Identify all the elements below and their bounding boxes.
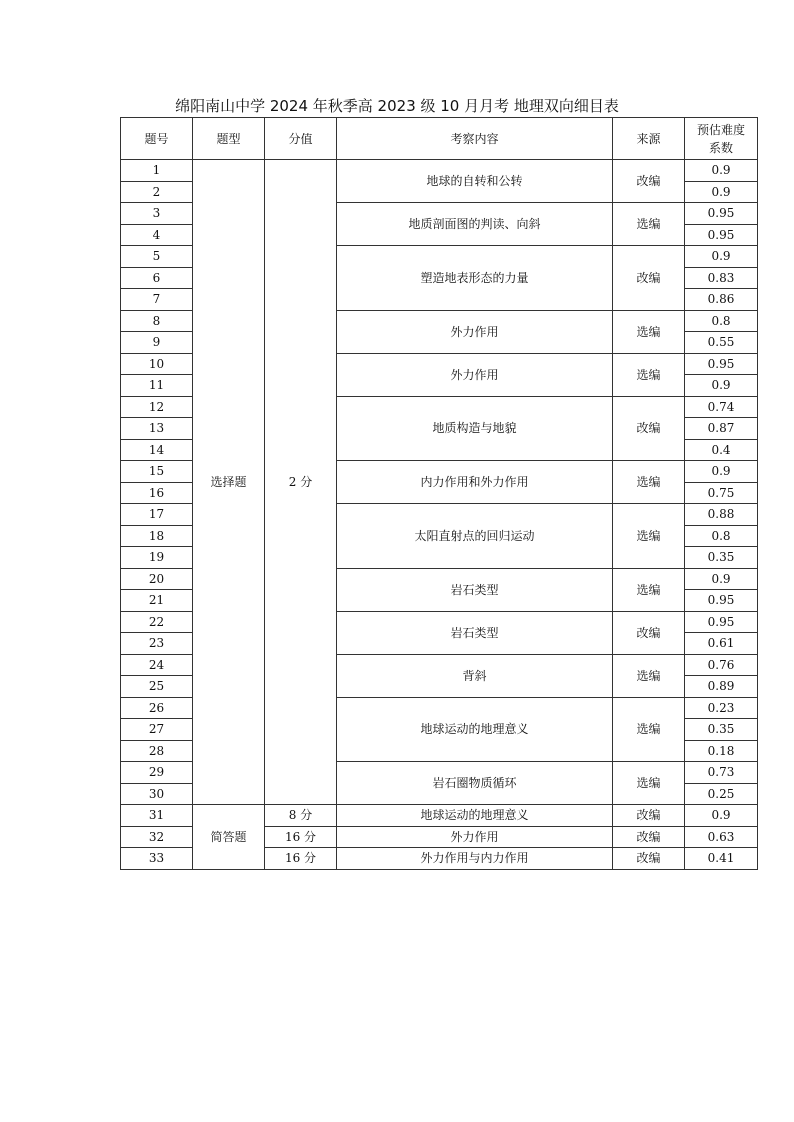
difficulty-value: 0.89 xyxy=(685,676,758,698)
difficulty-value: 0.35 xyxy=(685,547,758,569)
topic-content: 岩石圈物质循环 xyxy=(337,762,613,805)
topic-source: 改编 xyxy=(613,826,685,848)
question-number: 14 xyxy=(121,439,193,461)
question-number: 10 xyxy=(121,353,193,375)
question-number: 2 xyxy=(121,181,193,203)
difficulty-value: 0.9 xyxy=(685,181,758,203)
difficulty-value: 0.87 xyxy=(685,418,758,440)
question-number: 24 xyxy=(121,654,193,676)
topic-content: 内力作用和外力作用 xyxy=(337,461,613,504)
question-number: 21 xyxy=(121,590,193,612)
question-number: 25 xyxy=(121,676,193,698)
question-number: 12 xyxy=(121,396,193,418)
difficulty-value: 0.25 xyxy=(685,783,758,805)
difficulty-value: 0.95 xyxy=(685,590,758,612)
difficulty-value: 0.4 xyxy=(685,439,758,461)
header-source: 来源 xyxy=(613,118,685,160)
difficulty-value: 0.18 xyxy=(685,740,758,762)
header-difficulty: 预估难度系数 xyxy=(685,118,758,160)
question-number: 8 xyxy=(121,310,193,332)
difficulty-value: 0.8 xyxy=(685,525,758,547)
question-number: 26 xyxy=(121,697,193,719)
question-number: 9 xyxy=(121,332,193,354)
topic-source: 选编 xyxy=(613,461,685,504)
question-number: 11 xyxy=(121,375,193,397)
table-row xyxy=(121,805,758,827)
header-number: 题号 xyxy=(121,118,193,160)
difficulty-value: 0.63 xyxy=(685,826,758,848)
question-number: 20 xyxy=(121,568,193,590)
difficulty-value: 0.35 xyxy=(685,719,758,741)
difficulty-value: 0.88 xyxy=(685,504,758,526)
question-number: 32 xyxy=(121,826,193,848)
topic-source: 选编 xyxy=(613,762,685,805)
header-content: 考察内容 xyxy=(337,118,613,160)
table-header-row xyxy=(121,118,758,160)
difficulty-value: 0.9 xyxy=(685,805,758,827)
topic-source: 选编 xyxy=(613,568,685,611)
question-type: 简答题 xyxy=(193,805,265,870)
topic-content: 地质构造与地貌 xyxy=(337,396,613,461)
difficulty-value: 0.9 xyxy=(685,461,758,483)
document-title: 绵阳南山中学 2024 年秋季高 2023 级 10 月月考 地理双向细目表 xyxy=(175,97,619,115)
question-number: 7 xyxy=(121,289,193,311)
difficulty-value: 0.95 xyxy=(685,203,758,225)
question-number: 15 xyxy=(121,461,193,483)
topic-source: 选编 xyxy=(613,654,685,697)
topic-content: 太阳直射点的回归运动 xyxy=(337,504,613,569)
difficulty-value: 0.9 xyxy=(685,568,758,590)
question-number: 30 xyxy=(121,783,193,805)
topic-source: 改编 xyxy=(613,611,685,654)
difficulty-value: 0.9 xyxy=(685,246,758,268)
question-number: 28 xyxy=(121,740,193,762)
topic-content: 岩石类型 xyxy=(337,611,613,654)
score-value: 2 分 xyxy=(265,160,337,805)
question-number: 1 xyxy=(121,160,193,182)
difficulty-value: 0.75 xyxy=(685,482,758,504)
question-number: 31 xyxy=(121,805,193,827)
question-number: 18 xyxy=(121,525,193,547)
score-value: 16 分 xyxy=(265,848,337,870)
difficulty-value: 0.41 xyxy=(685,848,758,870)
difficulty-value: 0.73 xyxy=(685,762,758,784)
topic-source: 选编 xyxy=(613,310,685,353)
difficulty-value: 0.83 xyxy=(685,267,758,289)
topic-source: 改编 xyxy=(613,805,685,827)
question-number: 4 xyxy=(121,224,193,246)
topic-source: 选编 xyxy=(613,504,685,569)
topic-content: 地球运动的地理意义 xyxy=(337,697,613,762)
score-value: 16 分 xyxy=(265,826,337,848)
table-row xyxy=(121,160,758,182)
topic-source: 改编 xyxy=(613,848,685,870)
topic-source: 改编 xyxy=(613,396,685,461)
topic-content: 岩石类型 xyxy=(337,568,613,611)
header-type: 题型 xyxy=(193,118,265,160)
difficulty-value: 0.9 xyxy=(685,375,758,397)
topic-content: 塑造地表形态的力量 xyxy=(337,246,613,311)
difficulty-value: 0.9 xyxy=(685,160,758,182)
difficulty-value: 0.55 xyxy=(685,332,758,354)
topic-source: 选编 xyxy=(613,203,685,246)
question-number: 23 xyxy=(121,633,193,655)
question-number: 22 xyxy=(121,611,193,633)
specification-table xyxy=(120,117,758,870)
question-number: 16 xyxy=(121,482,193,504)
question-number: 5 xyxy=(121,246,193,268)
topic-source: 改编 xyxy=(613,246,685,311)
score-value: 8 分 xyxy=(265,805,337,827)
question-number: 27 xyxy=(121,719,193,741)
topic-source: 选编 xyxy=(613,697,685,762)
difficulty-value: 0.76 xyxy=(685,654,758,676)
difficulty-value: 0.95 xyxy=(685,611,758,633)
topic-content: 背斜 xyxy=(337,654,613,697)
question-number: 17 xyxy=(121,504,193,526)
difficulty-value: 0.8 xyxy=(685,310,758,332)
topic-content: 外力作用 xyxy=(337,310,613,353)
question-number: 29 xyxy=(121,762,193,784)
difficulty-value: 0.95 xyxy=(685,224,758,246)
question-number: 13 xyxy=(121,418,193,440)
difficulty-value: 0.61 xyxy=(685,633,758,655)
table-body xyxy=(121,160,758,870)
topic-source: 选编 xyxy=(613,353,685,396)
topic-content: 外力作用 xyxy=(337,826,613,848)
question-number: 19 xyxy=(121,547,193,569)
question-type: 选择题 xyxy=(193,160,265,805)
topic-content: 外力作用与内力作用 xyxy=(337,848,613,870)
difficulty-value: 0.86 xyxy=(685,289,758,311)
topic-content: 地球运动的地理意义 xyxy=(337,805,613,827)
difficulty-value: 0.23 xyxy=(685,697,758,719)
difficulty-value: 0.95 xyxy=(685,353,758,375)
topic-content: 地质剖面图的判读、向斜 xyxy=(337,203,613,246)
topic-source: 改编 xyxy=(613,160,685,203)
topic-content: 外力作用 xyxy=(337,353,613,396)
question-number: 33 xyxy=(121,848,193,870)
difficulty-value: 0.74 xyxy=(685,396,758,418)
topic-content: 地球的自转和公转 xyxy=(337,160,613,203)
question-number: 6 xyxy=(121,267,193,289)
question-number: 3 xyxy=(121,203,193,225)
header-score: 分值 xyxy=(265,118,337,160)
